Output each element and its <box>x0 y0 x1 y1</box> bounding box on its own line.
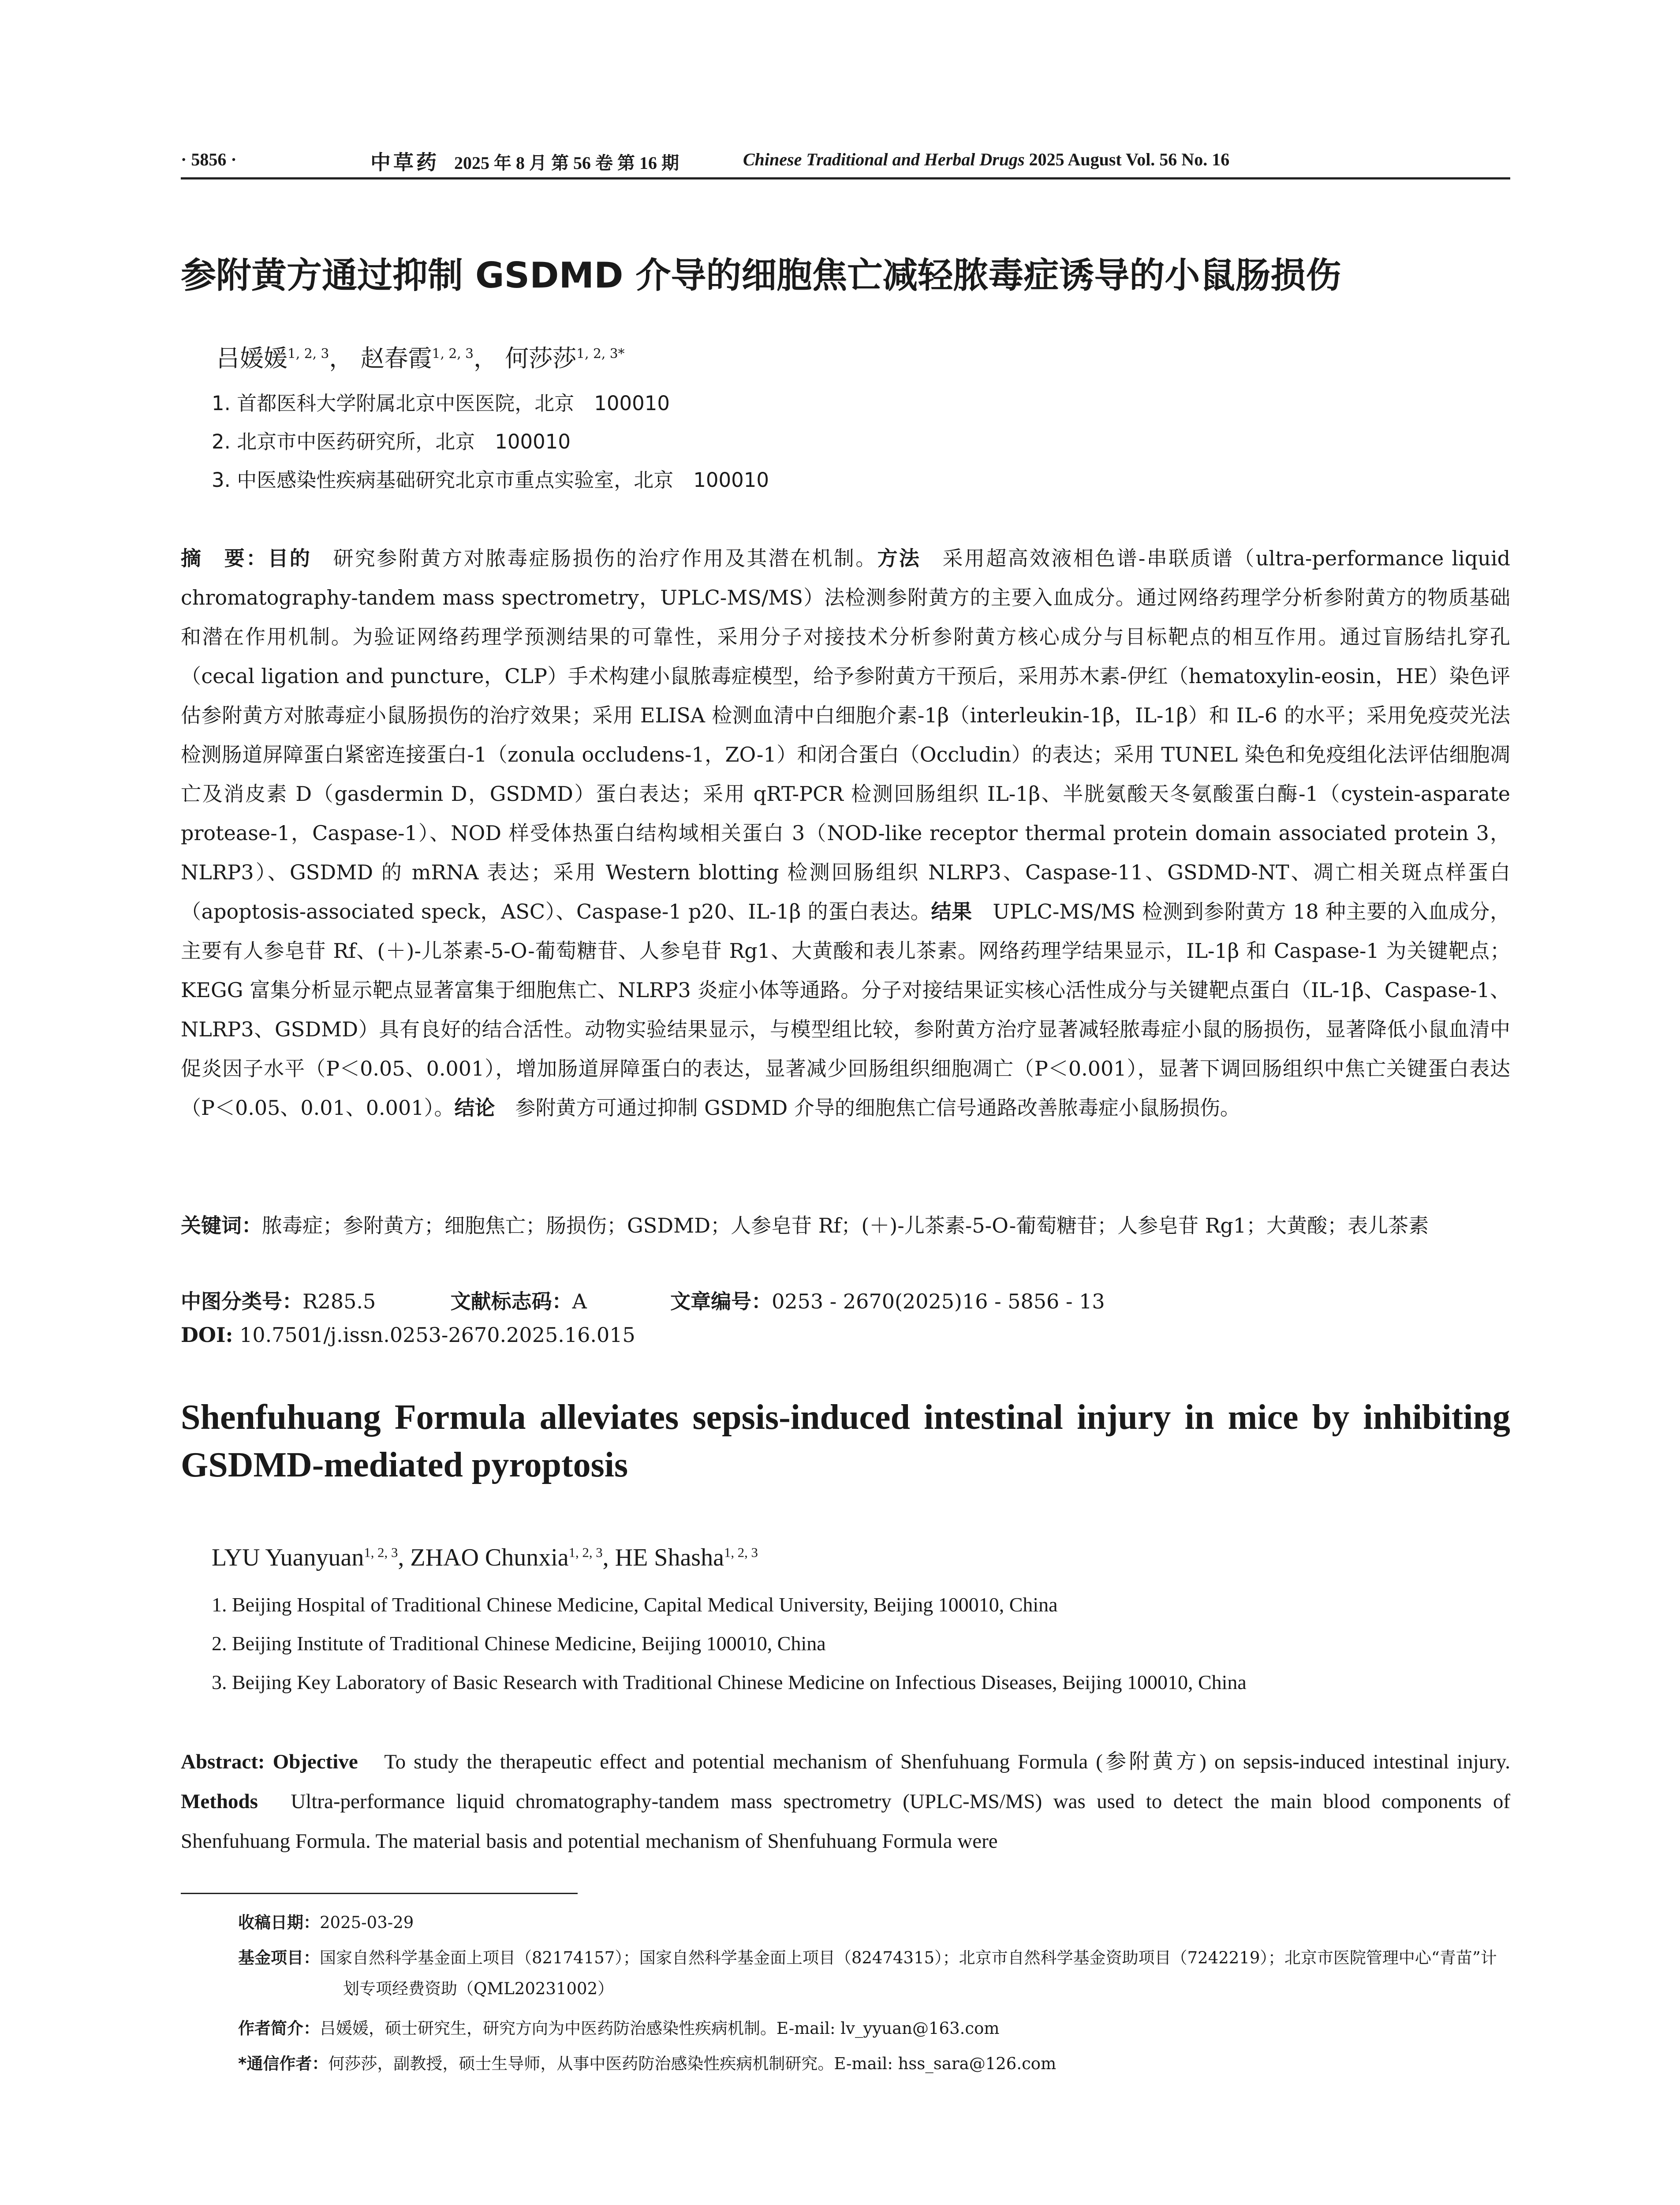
authors-en <box>212 1544 758 1572</box>
article-no-label: 文章编号： <box>670 1289 772 1313</box>
footnote-text: 国家自然科学基金面上项目（82174157）；国家自然科学基金面上项目（82474315）；北京市自然科学基金资助项目（7242219）；北京市医院管理中心“青苗”计划专项经费资助（QML20231002） <box>320 1948 1497 1998</box>
affiliation-en-3: 3. Beijing Key Laboratory of Basic Research with Traditional Chinese Medicine on Infectious Diseases, Beijing 100010, China <box>212 1671 1247 1693</box>
footnote-corresponding <box>238 2048 1510 2079</box>
affiliation-en-2: 2. Beijing Institute of Traditional Chinese Medicine, Beijing 100010, China <box>212 1632 826 1655</box>
author-affil-sup: 1, 2, 3 <box>724 1545 758 1560</box>
author-separator: , <box>602 1544 615 1571</box>
methods-text-en: Ultra-performance liquid chromatography-tandem mass spectrometry (UPLC-MS/MS) was used to detect the main blood components of Shenfuhuang Formula. The material basis and potential mechanism of Shenfuhuang Formula were <box>181 1790 1510 1853</box>
author-name: 赵春霞 <box>360 344 432 372</box>
footnote-divider <box>181 1893 578 1894</box>
footnote-text: 吕媛媛，硕士研究生，研究方向为中医药防治感染性疾病机制。E-mail: lv_yyuan@163.com <box>320 2019 1000 2038</box>
affiliation-cn-1: 1. 首都医科大学附属北京中医医院，北京 100010 <box>212 392 670 415</box>
author-separator: ， <box>329 344 353 372</box>
keywords-cn <box>181 1206 1510 1245</box>
footnote-funding <box>238 1943 1510 2004</box>
results-text: UPLC-MS/MS 检测到参附黄方 18 种主要的入血成分，主要有人参皂苷 Rf、(＋)-儿茶素-5-O-葡萄糖苷、人参皂苷 Rg1、大黄酸和表儿茶素。网络药理学结果显示，IL-1β 和 Caspase-1 为关键靶点；KEGG 富集分析显示靶点显著富集于细胞焦亡、NLRP3 炎症小体等通路。分子对接结果证实核心活性成分与关键靶点蛋白（IL-1β、Caspase-1、NLRP3、GSDMD）具有良好的结合活性。动物实验结果显示，与模型组比较，参附黄方治疗显著减轻脓毒症小鼠的肠损伤，显著降低小鼠血清中促炎因子水平（P＜0.05、0.001），增加肠道屏障蛋白的表达，显著减少回肠组织细胞凋亡（P＜0.001），显著下调回肠组织中焦亡关键蛋白表达（P＜0.05、0.01、0.001）。 <box>181 900 1510 1120</box>
author-separator: ， <box>474 344 498 372</box>
footnote-label: *通信作者： <box>238 2054 329 2073</box>
footnote-text: 2025-03-29 <box>320 1913 414 1932</box>
author-affil-sup: 1, 2, 3 <box>287 346 329 362</box>
author-affil-sup: 1, 2, 3* <box>576 346 625 362</box>
footnote-author-bio <box>238 2013 1510 2044</box>
article-no-value: 0253 - 2670(2025)16 - 5856 - 13 <box>772 1289 1105 1313</box>
footnote-label: 作者简介： <box>238 2019 320 2038</box>
author-name: 何莎莎 <box>505 344 577 372</box>
conclusion-label: 结论 <box>454 1096 495 1120</box>
results-label: 结果 <box>931 900 972 923</box>
abstract-en <box>181 1742 1510 1861</box>
clc-value: R285.5 <box>302 1289 376 1313</box>
abstract-label: 摘 要： <box>181 546 268 570</box>
keywords-label: 关键词： <box>181 1214 262 1237</box>
affiliation-cn-2: 2. 北京市中医药研究所，北京 100010 <box>212 430 571 453</box>
issue-en: 2025 August Vol. 56 No. 16 <box>1029 149 1230 169</box>
doi-value: 10.7501/j.issn.0253-2670.2025.16.015 <box>233 1323 635 1347</box>
abstract-cn <box>181 539 1510 1128</box>
methods-label-en: Methods <box>181 1790 258 1813</box>
title-cn: 参附黄方通过抑制 GSDMD 介导的细胞焦亡减轻脓毒症诱导的小鼠肠损伤 <box>181 255 1341 296</box>
objective-text-en: To study the therapeutic effect and potential mechanism of Shenfuhuang Formula (参附黄方) on sepsis-induced intestinal injury. <box>358 1750 1510 1773</box>
objective-label: 目的 <box>268 546 312 570</box>
footnote-body <box>238 1943 1510 2004</box>
footnote-text: 何莎莎，副教授，硕士生导师，从事中医药防治感染性疾病机制研究。E-mail: hss_sara@126.com <box>328 2054 1057 2073</box>
keywords-text: 脓毒症；参附黄方；细胞焦亡；肠损伤；GSDMD；人参皂苷 Rf；(＋)-儿茶素-5-O-葡萄糖苷；人参皂苷 Rg1；大黄酸；表儿茶素 <box>262 1214 1429 1237</box>
footnote-label: 收稿日期： <box>238 1913 320 1932</box>
doi-line <box>181 1323 635 1347</box>
running-header <box>181 146 1510 179</box>
authors-cn <box>216 340 624 374</box>
footnote-received <box>238 1907 1510 1938</box>
journal-info-en <box>743 149 1229 170</box>
affiliation-cn-3: 3. 中医感染性疾病基础研究北京市重点实验室，北京 100010 <box>212 468 769 492</box>
title-en: Shenfuhuang Formula alleviates sepsis-induced intestinal injury in mice by inhibiting GSDMD-mediated pyroptosis <box>181 1398 1510 1484</box>
methods-label: 方法 <box>877 546 921 570</box>
conclusion-text: 参附黄方可通过抑制 GSDMD 介导的细胞焦亡信号通路改善脓毒症小鼠肠损伤。 <box>495 1096 1240 1120</box>
journal-name-en: Chinese Traditional and Herbal Drugs <box>743 149 1025 169</box>
abstract-objective-label: Abstract: Objective <box>181 1750 358 1773</box>
doc-code-value: A <box>572 1289 587 1313</box>
author-name: ZHAO Chunxia <box>410 1544 569 1571</box>
footnote-label: 基金项目： <box>238 1948 320 1967</box>
methods-text: 采用超高效液相色谱-串联质谱（ultra-performance liquid chromatography-tandem mass spectrometry，UPLC-MS/MS）法检测参附黄方的主要入血成分。通过网络药理学分析参附黄方的物质基础和潜在作用机制。为验证网络药理学预测结果的可靠性，采用分子对接技术分析参附黄方核心成分与目标靶点的相互作用。通过盲肠结扎穿孔（cecal ligation and puncture，CLP）手术构建小鼠脓毒症模型，给予参附黄方干预后，采用苏木素-伊红（hematoxylin-eosin，HE）染色评估参附黄方对脓毒症小鼠肠损伤的治疗效果；采用 ELISA 检测血清中白细胞介素-1β（interleukin-1β，IL-1β）和 IL-6 的水平；采用免疫荧光法检测肠道屏障蛋白紧密连接蛋白-1（zonula occludens-1，ZO-1）和闭合蛋白（Occludin）的表达；采用 TUNEL 染色和免疫组化法评估细胞凋亡及消皮素 D（gasdermin D，GSDMD）蛋白表达；采用 qRT-PCR 检测回肠组织 IL-1β、半胱氨酸天冬氨酸蛋白酶-1（cystein-asparate protease-1，Caspase-1）、NOD 样受体热蛋白结构域相关蛋白 3（NOD-like receptor thermal protein domain associated protein 3，NLRP3）、GSDMD 的 mRNA 表达；采用 Western blotting 检测回肠组织 NLRP3、Caspase-11、GSDMD-NT、凋亡相关斑点样蛋白（apoptosis-associated speck，ASC）、Caspase-1 p20、IL-1β 的蛋白表达。 <box>181 546 1511 923</box>
author-name: 吕媛媛 <box>216 344 287 372</box>
author-name: LYU Yuanyuan <box>212 1544 364 1571</box>
doi-label: DOI: <box>181 1323 233 1347</box>
issue-cn: 2025 年 8 月 第 56 卷 第 16 期 <box>454 153 679 173</box>
objective-text: 研究参附黄方对脓毒症肠损伤的治疗作用及其潜在机制。 <box>311 546 877 570</box>
author-name: HE Shasha <box>615 1544 724 1571</box>
journal-name-cn: 中草药 <box>370 151 439 174</box>
author-separator: , <box>398 1544 411 1571</box>
author-affil-sup: 1, 2, 3 <box>568 1545 603 1560</box>
classification-line <box>181 1286 1105 1315</box>
clc-label: 中图分类号： <box>181 1289 302 1313</box>
author-affil-sup: 1, 2, 3 <box>364 1545 398 1560</box>
author-affil-sup: 1, 2, 3 <box>432 346 474 362</box>
affiliation-en-1: 1. Beijing Hospital of Traditional Chinese Medicine, Capital Medical University, Beijing 100010, China <box>212 1593 1058 1616</box>
page-number: · 5856 · <box>181 149 237 169</box>
doc-code-label: 文献标志码： <box>450 1289 572 1313</box>
